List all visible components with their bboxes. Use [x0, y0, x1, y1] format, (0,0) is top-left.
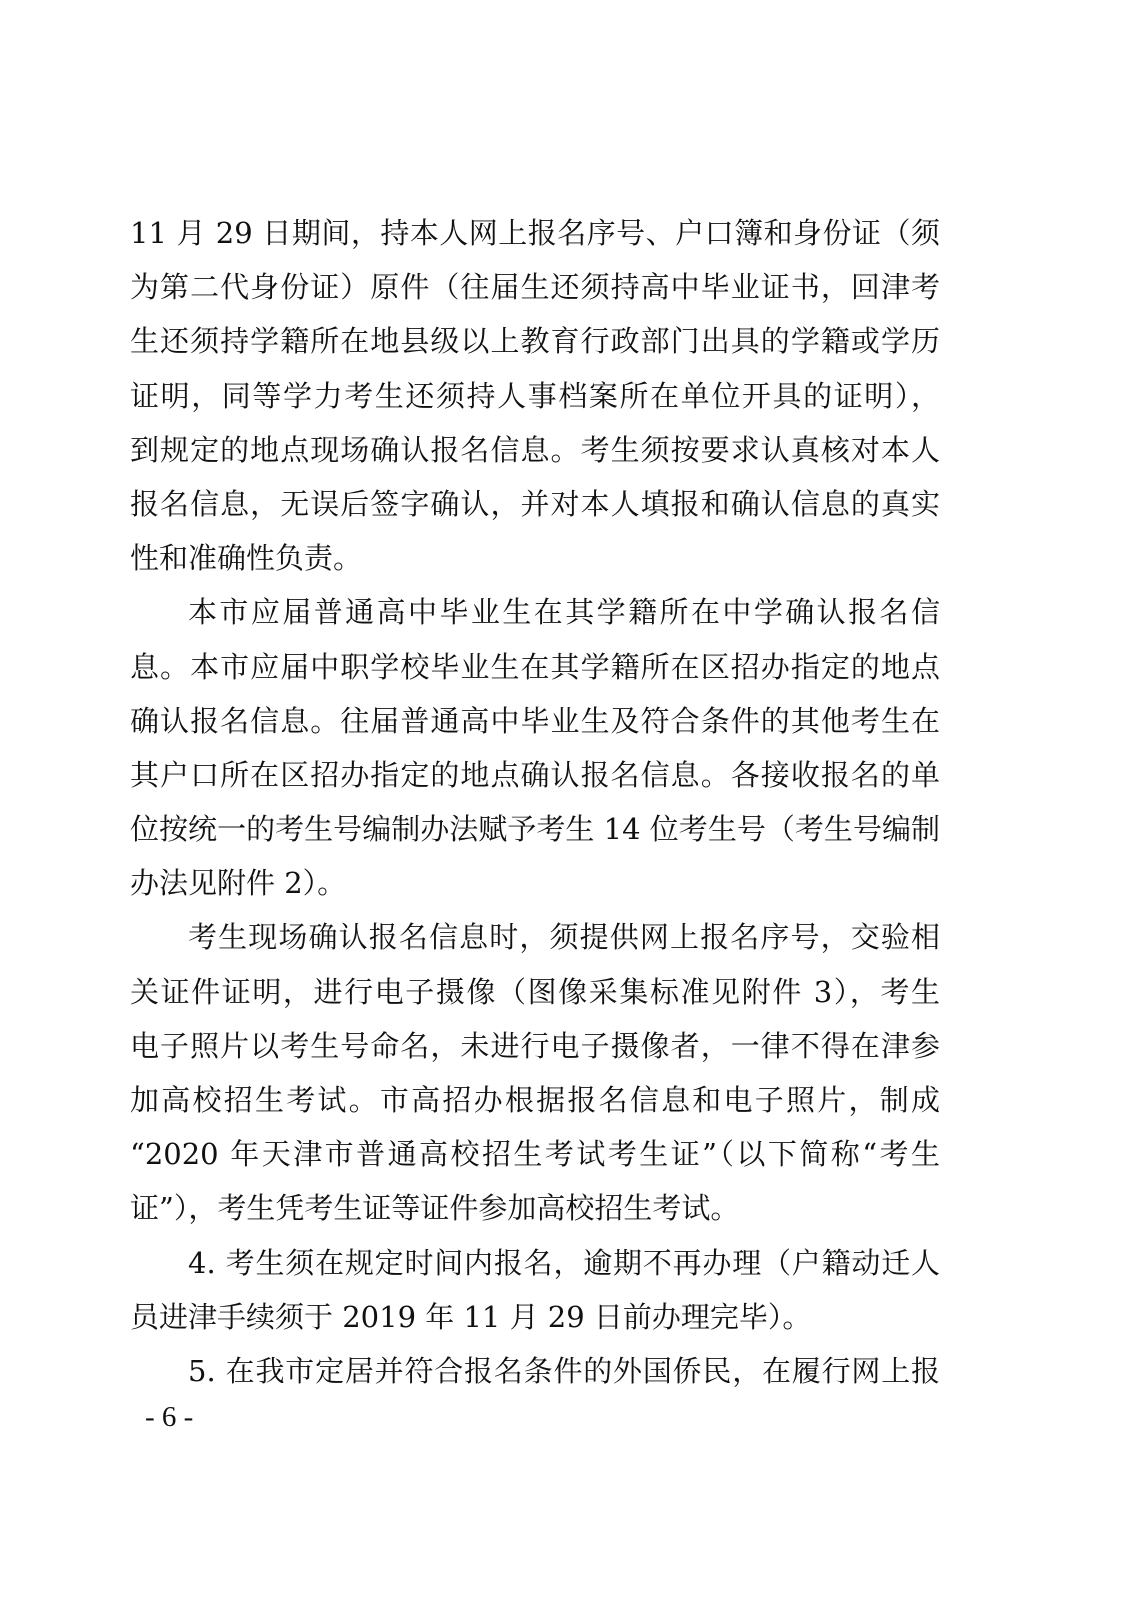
text-line: 确认报名信息。往届普通高中毕业生及符合条件的其他考生在	[130, 703, 940, 738]
text-line: 本市应届普通高中毕业生在其学籍所在中学确认报名信	[188, 595, 940, 630]
body-text	[130, 206, 940, 1398]
text-line: 其户口所在区招办指定的地点确认报名信息。各接收报名的单	[130, 757, 940, 792]
text-line: 到规定的地点现场确认报名信息。考生须按要求认真核对本人	[130, 432, 940, 467]
text-line: 办法见附件 2）。	[130, 866, 347, 901]
text-line: 电子照片以考生号命名，未进行电子摄像者，一律不得在津参	[130, 1028, 940, 1063]
text-line: 位按统一的考生号编制办法赋予考生 14 位考生号（考生号编制	[130, 812, 940, 847]
text-line: 11 月 29 日期间，持本人网上报名序号、户口簿和身份证（须	[130, 216, 940, 250]
text-line: 性和准确性负责。	[130, 541, 363, 576]
text-line: 息。本市应届中职学校毕业生在其学籍所在区招办指定的地点	[130, 649, 940, 684]
text-line: 考生现场确认报名信息时，须提供网上报名序号，交验相	[188, 920, 940, 955]
text-line: 关证件证明，进行电子摄像（图像采集标准见附件 3），考生	[130, 974, 940, 1009]
text-line: 加高校招生考试。市高招办根据报名信息和电子照片，制成	[130, 1083, 940, 1117]
text-line: 员进津手续须于 2019 年 11 月 29 日前办理完毕）。	[130, 1299, 812, 1334]
text-line: 生还须持学籍所在地县级以上教育行政部门出具的学籍或学历	[130, 324, 940, 359]
page-number: - 6 -	[145, 1401, 194, 1433]
text-line: 5. 在我市定居并符合报名条件的外国侨民，在履行网上报	[188, 1353, 940, 1388]
text-line: 证明，同等学力考生还须持人事档案所在单位开具的证明），	[130, 378, 940, 413]
text-line: 报名信息，无误后签字确认，并对本人填报和确认信息的真实	[130, 486, 940, 521]
text-line: 证”），考生凭考生证等证件参加高校招生考试。	[130, 1191, 740, 1226]
text-line: 4. 考生须在规定时间内报名，逾期不再办理（户籍动迁人	[188, 1245, 940, 1280]
text-line: 为第二代身份证）原件（往届生还须持高中毕业证书，回津考	[130, 270, 940, 305]
text-line: “2020 年天津市普通高校招生考试考生证”（以下简称“考生	[130, 1137, 940, 1172]
